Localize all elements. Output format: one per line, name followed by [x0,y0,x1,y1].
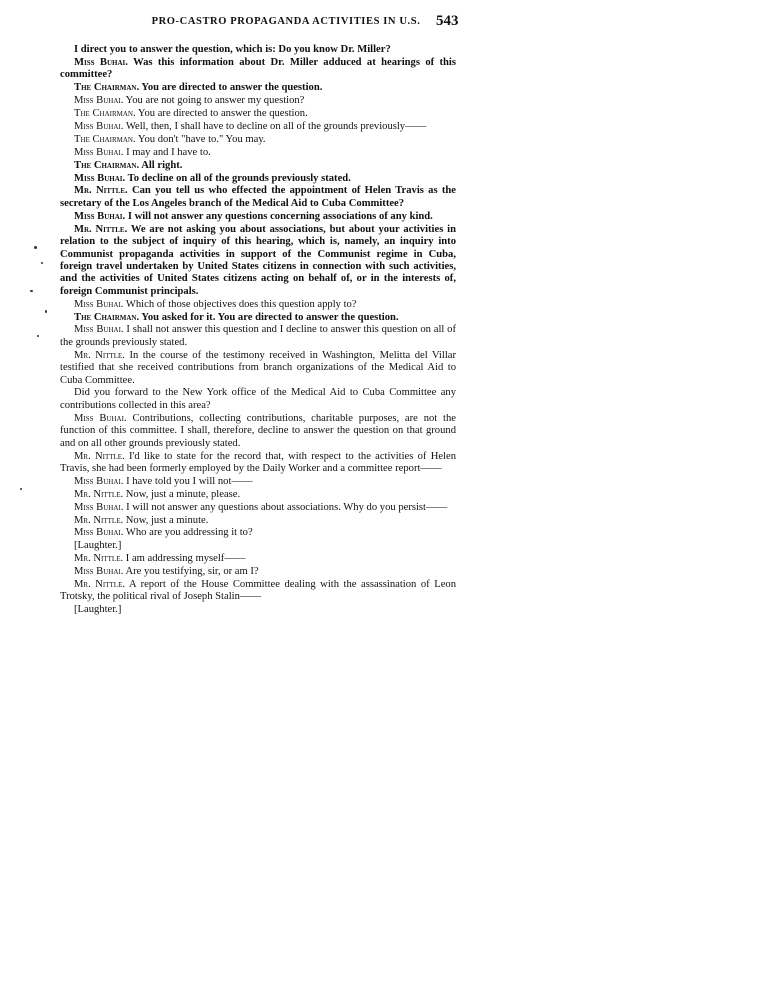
transcript-paragraph [60,185,456,210]
paragraph-text: You are not going to answer my question? [125,95,305,107]
transcript-body [60,44,456,617]
paragraph-text: Are you testifying, sir, or am I? [125,566,259,578]
transcript-paragraph [60,57,456,82]
transcript-paragraph [60,160,456,172]
paragraph-text: Did you forward to the New York office of the Medical Aid to Cuba Committee any contributions collected in this area? [60,387,456,411]
speaker-name: The Chairman. [74,311,140,323]
scan-speck [30,290,33,292]
speaker-name: Miss Buhai. [74,566,124,578]
paragraph-text: I have told you I will not—— [126,475,253,487]
paragraph-text: We are not asking you about associations, but about your activities in relation to the subject of inquiry of this hearing, which is, namely, an inquiry into Communist propaganda activities in support of the Communist regime in Cuba, foreign travel undertaken by United States citizens in connection with such activities, and the activities of United States citizens acting on behalf of, or in the interests of, foreign Communist principals. [60,223,456,297]
speaker-name: Mr. Nittle. [74,488,124,500]
speaker-name: Mr. Nittle. [74,553,124,565]
transcript-paragraph [60,502,456,514]
transcript-paragraph [60,350,456,387]
transcript-paragraph [60,553,456,565]
speaker-name: Mr. Nittle. [74,349,125,361]
speaker-name: Miss Buhai. [74,146,124,158]
transcript-paragraph [60,527,456,539]
speaker-name: Miss Buhai. [74,527,124,539]
transcript-paragraph [60,566,456,578]
speaker-name: The Chairman. [74,108,136,120]
page-number: 543 [436,13,459,29]
running-header: PRO-CASTRO PROPAGANDA ACTIVITIES IN U.S. [151,16,421,27]
transcript-paragraph [60,211,456,223]
paragraph-text: I direct you to answer the question, which is: Do you know Dr. Miller? [74,44,391,55]
transcript-paragraph [60,604,456,616]
paragraph-text: You are directed to answer the question. [141,82,323,94]
scan-speck [34,246,37,249]
paragraph-text: You are directed to answer the question. [137,108,308,120]
transcript-paragraph [60,476,456,488]
speaker-name: Miss Buhai. [74,120,124,132]
transcript-paragraph [60,387,456,412]
speaker-name: The Chairman. [74,82,140,94]
transcript-paragraph [60,540,456,552]
speaker-name: Miss Buhai. [74,95,124,107]
paragraph-text: I will not answer any questions concerning associations of any kind. [127,210,433,222]
transcript-paragraph [60,44,456,56]
paragraph-text: Can you tell us who effected the appointment of Helen Travis as the secretary of the Los Angeles branch of the Medical Aid to Cuba Committee? [60,185,456,209]
speaker-name: Mr. Nittle. [74,450,125,462]
speaker-name: Miss Buhai. [74,501,124,513]
speaker-name: Miss Buhai. [74,210,126,222]
paragraph-text: I will not answer any questions about associations. Why do you persist—— [126,501,448,513]
paragraph-text: Which of those objectives does this question apply to? [125,298,357,310]
transcript-paragraph [60,312,456,324]
paragraph-text: [Laughter.] [74,540,122,552]
speaker-name: Miss Buhai. [74,324,124,336]
speaker-name: Miss Buhai. [74,475,124,487]
speaker-name: Miss Buhai. [74,412,127,424]
speaker-name: Mr. Nittle. [74,514,124,526]
transcript-paragraph [60,451,456,476]
paragraph-text: I may and I have to. [126,146,211,158]
paragraph-text: In the course of the testimony received in Washington, Melitta del Villar testified that she received contributions from branch organizations of the Medical Aid to Cuba Committee. [60,349,456,386]
transcript-paragraph [60,82,456,94]
speaker-name: Miss Buhai. [74,298,124,310]
transcript-paragraph [60,224,456,298]
transcript-paragraph [60,489,456,501]
speaker-name: Miss Buhai. [74,56,128,68]
paragraph-text: A report of the House Committee dealing with the assassination of Leon Trotsky, the political rival of Joseph Stalin—— [60,579,456,603]
transcript-paragraph [60,108,456,120]
paragraph-text: I'd like to state for the record that, with respect to the activities of Helen Travis, she had been formerly employed by the Daily Worker and a committee report—— [60,450,456,474]
paragraph-text: Well, then, I shall have to decline on all of the grounds previously—— [125,120,427,132]
paragraph-text: All right. [141,159,183,171]
paragraph-text: I am addressing myself—— [125,553,246,565]
speaker-name: The Chairman. [74,159,140,171]
speaker-name: Mr. Nittle. [74,579,126,591]
paragraph-text: Was this information about Dr. Miller adduced at hearings of this committee? [60,56,457,81]
speaker-name: The Chairman. [74,133,136,145]
paragraph-text: [Laughter.] [74,604,122,616]
scan-speck [37,335,39,337]
speaker-name: Mr. Nittle. [74,185,128,197]
paragraph-text: You asked for it. You are directed to answer the question. [141,311,399,323]
transcript-paragraph [60,95,456,107]
transcript-paragraph [60,121,456,133]
scan-speck [45,310,47,313]
paragraph-text: Contributions, collecting contributions, charitable purposes, are not the function of this committee. I shall, therefore, decline to answer the question on that ground and on all other grounds previously stated. [60,412,457,449]
paragraph-text: I shall not answer this question and I decline to answer this question on all of the grounds previously stated. [60,324,456,348]
paragraph-text: To decline on all of the grounds previously stated. [127,172,351,184]
scan-speck [41,262,43,264]
speaker-name: Miss Buhai. [74,172,126,184]
paragraph-text: Who are you addressing it to? [125,527,253,539]
transcript-paragraph [60,579,456,604]
paragraph-text: You don't "have to." You may. [137,133,266,145]
transcript-paragraph [60,515,456,527]
scan-speck [20,488,22,490]
paragraph-text: Now, just a minute. [125,514,209,526]
transcript-paragraph [60,173,456,185]
transcript-paragraph [60,324,456,349]
speaker-name: Mr. Nittle. [74,223,128,235]
transcript-paragraph [60,134,456,146]
transcript-paragraph [60,299,456,311]
transcript-paragraph [60,147,456,159]
transcript-paragraph [60,413,456,450]
paragraph-text: Now, just a minute, please. [125,488,241,500]
